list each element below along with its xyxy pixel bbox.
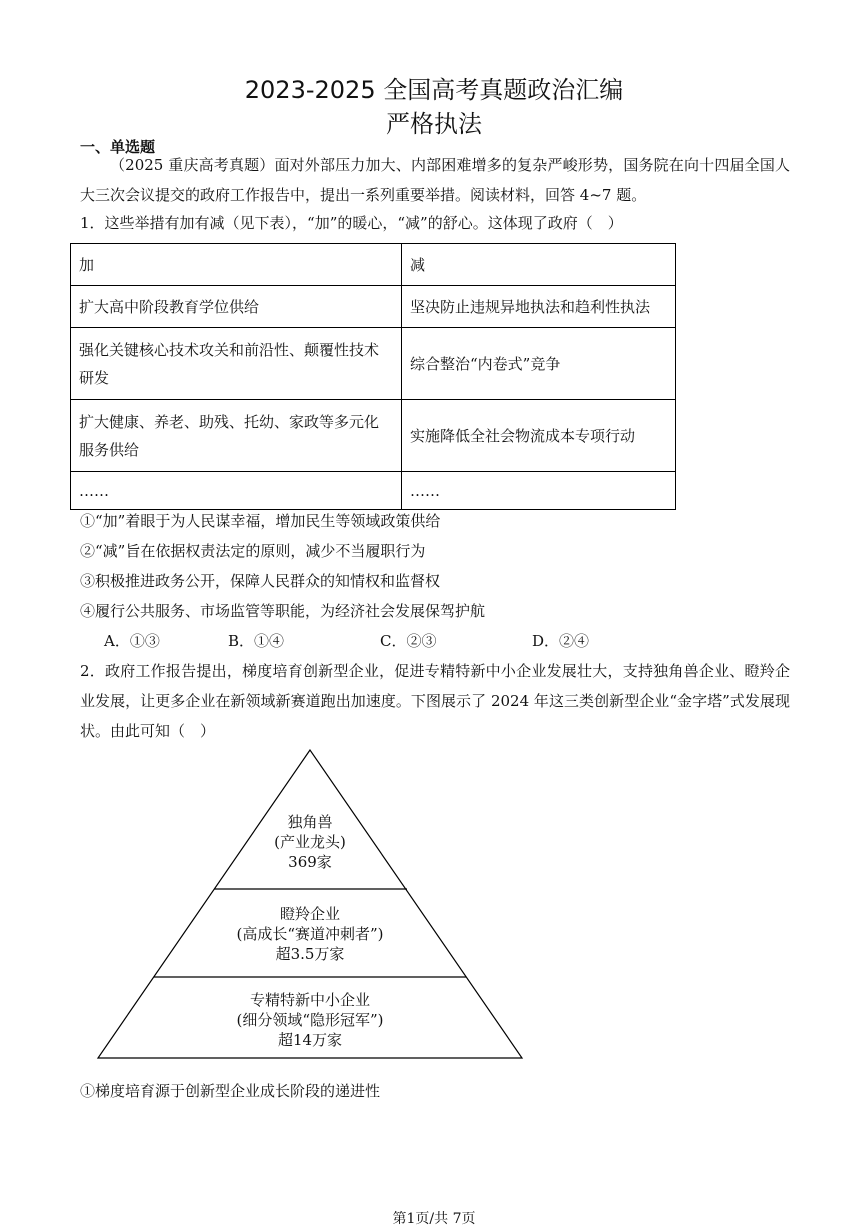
question-2-stem: 2．政府工作报告提出，梯度培育创新型企业，促进专精特新中小企业发展壮大，支持独角兽企业、瞪羚企业发展，让更多企业在新领域新赛道跑出加速度。下图展示了 2024 年这三类创新型企业“金字塔”式发展现状。由此可知（ ） — [80, 662, 790, 740]
table-cell: …… — [402, 472, 676, 510]
table-row — [71, 400, 676, 472]
tier-name: 独角兽 — [287, 813, 333, 831]
choice-a: A．①③ — [104, 632, 160, 650]
tier-count: 369家 — [288, 853, 332, 871]
tier-name: 瞪羚企业 — [279, 905, 340, 923]
tier-desc: (高成长“赛道冲刺者”) — [236, 925, 384, 943]
tier-name: 专精特新中小企业 — [249, 991, 370, 1009]
choice-b: B．①④ — [228, 632, 285, 650]
tier-desc: (产业龙头) — [274, 833, 346, 851]
document-title: 2023-2025 全国高考真题政治汇编 — [244, 76, 624, 104]
intro-paragraph: （2025 重庆高考真题）面对外部压力加大、内部困难增多的复杂严峻形势，国务院在向十四届全国人大三次会议提交的政府工作报告中，提出一系列重要举措。阅读材料，回答 4~7 题。 — [80, 156, 790, 204]
q1-option-3: ③积极推进政务公开，保障人民群众的知情权和监督权 — [80, 572, 441, 590]
q1-option-2: ②“减”旨在依据权责法定的原则，减少不当履职行为 — [80, 542, 426, 560]
choice-c: C．②③ — [380, 632, 437, 650]
table-cell: 综合整治“内卷式”竞争 — [402, 328, 676, 400]
q1-option-4: ④履行公共服务、市场监管等职能，为经济社会发展保驾护航 — [80, 602, 486, 620]
table-header-add: 加 — [71, 244, 402, 286]
pyramid-tier-top — [160, 812, 460, 872]
tier-count: 超14万家 — [277, 1031, 343, 1049]
pyramid-diagram — [96, 748, 526, 1060]
table-header-reduce: 减 — [402, 244, 676, 286]
question-1-stem: 1．这些举措有加有减（见下表），“加”的暖心，“减”的舒心。这体现了政府（ ） — [80, 214, 623, 232]
table-cell: 扩大高中阶段教育学位供给 — [71, 286, 402, 328]
measures-table — [70, 243, 676, 510]
tier-count: 超3.5万家 — [275, 945, 345, 963]
table-cell: …… — [71, 472, 402, 510]
page-footer: 第1页/共 7页 — [392, 1211, 476, 1227]
q2-option-1: ①梯度培育源于创新型企业成长阶段的递进性 — [80, 1082, 381, 1100]
table-cell: 强化关键核心技术攻关和前沿性、颠覆性技术研发 — [71, 328, 402, 400]
q1-choices — [104, 630, 704, 652]
document-subtitle: 严格执法 — [386, 110, 482, 138]
section-heading: 一、单选题 — [80, 138, 156, 156]
pyramid-tier-bottom — [160, 990, 460, 1050]
table-header-row — [71, 244, 676, 286]
table-cell: 坚决防止违规异地执法和趋利性执法 — [402, 286, 676, 328]
tier-desc: (细分领域“隐形冠军”) — [236, 1011, 384, 1029]
choice-d: D．②④ — [532, 632, 590, 650]
q1-option-1: ①“加”着眼于为人民谋幸福，增加民生等领域政策供给 — [80, 512, 441, 530]
table-cell: 扩大健康、养老、助残、托幼、家政等多元化服务供给 — [71, 400, 402, 472]
table-cell: 实施降低全社会物流成本专项行动 — [402, 400, 676, 472]
table-row — [71, 328, 676, 400]
table-row — [71, 472, 676, 510]
table-row — [71, 286, 676, 328]
pyramid-tier-middle — [160, 904, 460, 964]
